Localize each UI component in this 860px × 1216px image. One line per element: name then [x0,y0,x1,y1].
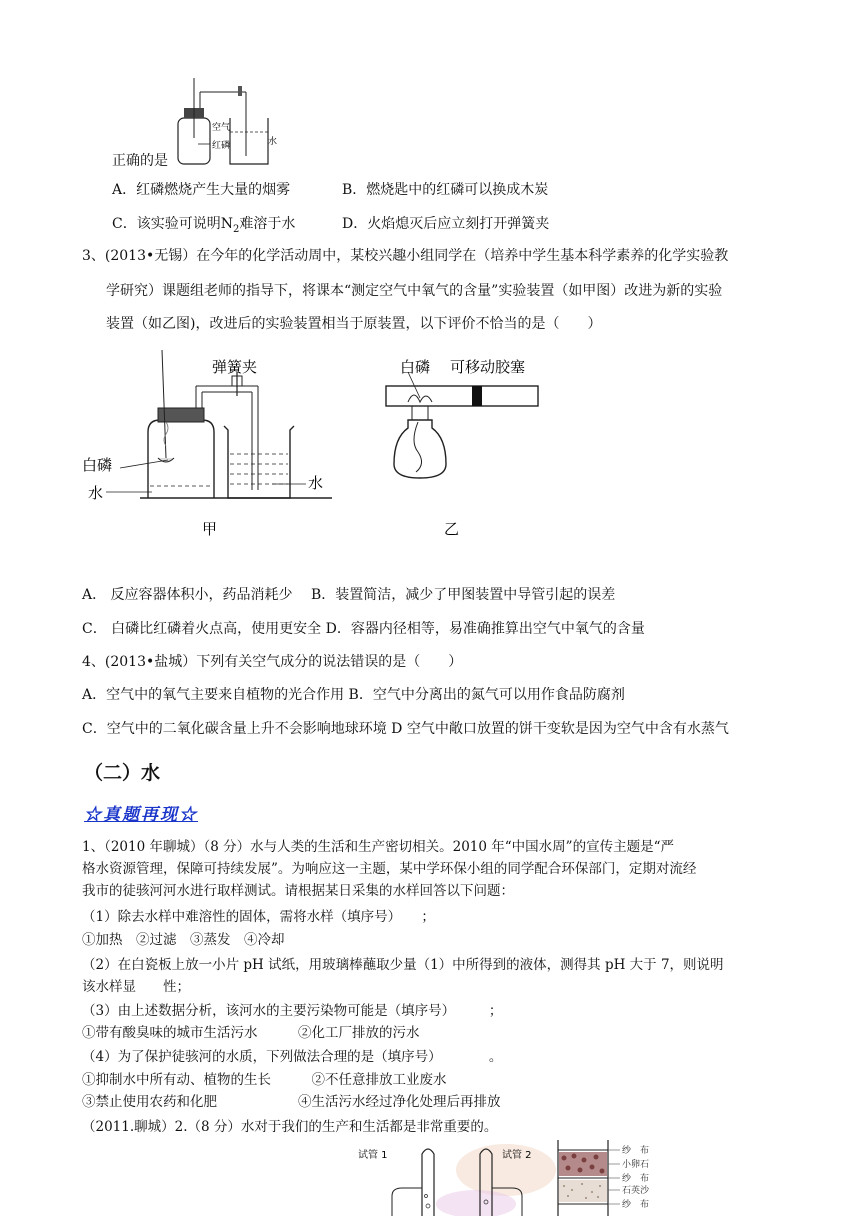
label-white-phosphorus-jia: 白磷 [82,456,113,474]
filter-label-quartz-sand: 石英沙 [622,1186,650,1196]
section-title-water: （二）水 [84,762,161,784]
q3-line-3: 装置（如乙图)，改进后的实验装置相当于原装置，以下评价不恰当的是（ ） [106,316,602,332]
electrolysis-figure [356,1140,556,1216]
p1-line-12: ③禁止使用农药和化肥 ④生活污水经过净化处理后再排放 [82,1094,501,1110]
section-banner: ☆真题再现☆ [84,805,198,825]
q3-line-2: 学研究）课题组老师的指导下，将课本“测定空气中氧气的含量”实验装置（如甲图）改进为新的实验 [106,283,723,299]
p1-line-7: 该水样显 性； [82,979,190,995]
p1-line-13: （2011.聊城）2.（8 分）水对于我们的生产和生活都是非常重要的。 [82,1119,498,1135]
label-spring-clip: 弹簧夹 [212,358,258,376]
q2-option-a: A．红磷燃烧产生大量的烟雾 [112,182,291,198]
p1-line-10: （4）为了保护徒骇河的水质，下列做法合理的是（填序号） 。 [82,1049,503,1065]
p1-line-2: 格水资源管理，保障可持续发展”。为响应这一主题，某中学环保小组的同学配合环保部门，定期对流经 [82,861,697,877]
caption-yi: 乙 [444,520,460,538]
label-white-phosphorus-yi: 白磷 [400,358,431,376]
filter-label-gauze-1: 纱 布 [622,1146,650,1156]
filter-label-gauze-2: 纱 布 [622,1174,650,1184]
q2-lead: 正确的是 [112,153,168,169]
filter-label-pebbles: 小卵石 [622,1160,650,1170]
p1-line-9: ①带有酸臭味的城市生活污水 ②化工厂排放的污水 [82,1025,420,1041]
filter-label-gauze-3: 纱 布 [622,1200,650,1210]
p1-line-6: （2）在白瓷板上放一小片 pH 试纸，用玻璃棒蘸取少量（1）中所得到的液体，测得其 pH 大于 7，则说明 [82,957,724,973]
label-movable-stopper: 可移动胶塞 [450,358,526,376]
p1-line-4: （1）除去水样中难溶性的固体，需将水样（填序号） ； [82,909,435,925]
p1-line-8: （3）由上述数据分析，该河水的主要污染物可能是（填序号） ； [82,1003,503,1019]
label-tube-1: 试管 1 [358,1150,388,1161]
label-red-phosphorus: 红磷 [212,141,231,151]
q2-option-d: D．火焰熄灭后应立刻打开弹簧夹 [342,216,550,232]
label-water: 水 [268,137,278,147]
label-air: 空气 [212,123,231,133]
q4-stem: 4、(2013•盐城）下列有关空气成分的说法错误的是（ ） [82,654,463,670]
caption-jia: 甲 [202,520,218,538]
p1-line-5: ①加热 ②过滤 ③蒸发 ④冷却 [82,932,285,948]
p1-line-11: ①抑制水中所有动、植物的生长 ②不任意排放工业废水 [82,1072,447,1088]
q3-line-1: 3、(2013•无锡）在今年的化学活动周中，某校兴趣小组同学在（培养中学生基本科学素养的化学实验教 [82,248,729,264]
q3-options-ab: A． 反应容器体积小，药品消耗少 B．装置简洁，减少了甲图装置中导管引起的误差 [82,587,616,603]
label-tube-2: 试管 2 [502,1150,532,1161]
label-water-left: 水 [88,484,104,502]
label-water-right: 水 [308,474,324,492]
p1-line-3: 我市的徒骇河河水进行取样测试。请根据某日采集的水样回答以下问题： [82,883,514,899]
q4-options-cd: C．空气中的二氧化碳含量上升不会影响地球环境 D 空气中敞口放置的饼干变软是因为空气中含有水蒸气 [82,721,729,737]
apparatus-figure-small [168,78,278,166]
q3-options-cd: C． 白磷比红磷着火点高，使用更安全 D．容器内径相等，易准确推算出空气中氧气的含量 [82,621,645,637]
p1-line-1: 1、（2010 年聊城）（8 分）水与人类的生活和生产密切相关。2010 年“中国水周”的宣传主题是“严 [82,839,674,855]
apparatus-figure-yi [372,352,542,542]
q2-option-c: C．该实验可说明$N_2$难溶于水 [112,216,296,235]
apparatus-figure-jia [82,350,342,540]
q2-option-b: B．燃烧匙中的红磷可以换成木炭 [342,182,549,198]
q4-options-ab: A．空气中的氧气主要来自植物的光合作用 B．空气中分离出的氮气可以用作食品防腐剂 [82,687,625,703]
filter-figure [548,1140,688,1216]
